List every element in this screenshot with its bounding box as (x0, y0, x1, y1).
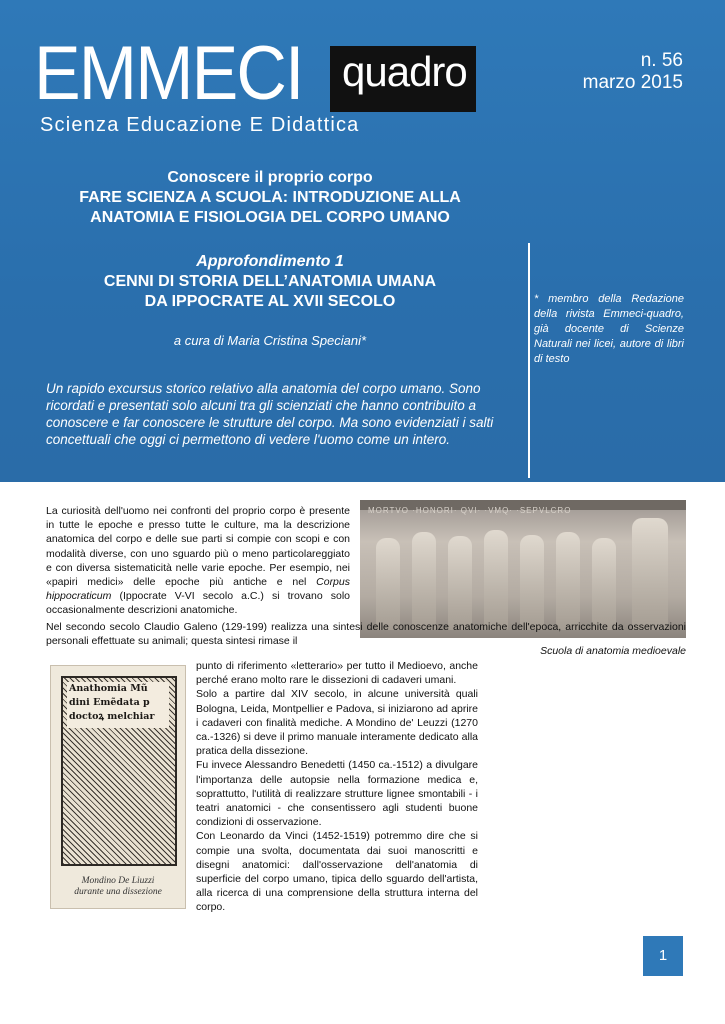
logo-quadro-text: quadro (342, 48, 467, 95)
relief-figure (520, 535, 544, 630)
figure-mondino-woodcut (50, 665, 186, 909)
banner-line: doctoꝝ melchiar (69, 711, 155, 722)
relief-figure (376, 538, 400, 630)
relief-figure (448, 536, 472, 630)
title-line-1: Conoscere il proprio corpo (167, 169, 373, 186)
caption-line: Mondino De Liuzzi (81, 876, 155, 886)
body-paragraph-2: Nel secondo secolo Claudio Galeno (129-199) realizza una sintesi delle conoscenze anatomiche dell'epoca, arricchite da osservazioni personali effettuate su animali; questa sintesi rimase il (46, 621, 686, 648)
figure-anatomy-school-relief (360, 500, 686, 638)
body-text: La curiosità dell'uomo nei confronti del proprio corpo è presente in tutte le epoche e presso tutte le culture, ma la descrizione anatomica del corpo e delle sue parti si compie con scopi e con modalità diverse, con uno sguardo più o meno particolareggiato e con diversa sistematicità nelle varie epoche. Per esempio, nei «papiri medici» delle epoche più antiche e nel (46, 505, 350, 589)
issue-info (583, 50, 683, 94)
subtitle-line-2: DA IPPOCRATE AL XVII SECOLO (144, 293, 396, 310)
subtitle-kicker: Approfondimento 1 (196, 253, 344, 270)
body-text: punto di riferimento «letterario» per tutto il Medioevo, anche perché erano molto rare le dissezioni di cadaveri umani. (196, 660, 478, 687)
body-paragraph-3 (196, 659, 478, 915)
body-paragraph-1 (46, 504, 350, 618)
magazine-logo: EMMECI (34, 31, 303, 116)
divider-line (528, 243, 530, 478)
body-text: Con Leonardo da Vinci (1452-1519) potremmo dire che si compie una svolta, documentata dai suoi manoscritti e disegni anatomici: dall'osservazione dell'anatomia di superficie del corpo umano, tipica dello sguardo dell'artista, alla ricerca di una comprensione della struttura interna del corpo. (196, 830, 478, 914)
body-text: (Ippocrate V-VI secolo a.C.) si trovano solo occasionalmente descrizioni anatomiche. (46, 590, 350, 617)
relief-figure (412, 532, 436, 630)
article-title (60, 168, 480, 228)
caption-line: durante una dissezione (74, 887, 162, 897)
page-number: 1 (643, 936, 683, 976)
figure-2-caption (51, 876, 185, 898)
issue-date: marzo 2015 (582, 72, 683, 93)
issue-number: n. 56 (640, 50, 683, 71)
cover-header (0, 0, 725, 482)
relief-figure (592, 538, 616, 630)
woodcut-image (61, 676, 177, 866)
relief-figure (632, 518, 668, 630)
logo-quadro-box (330, 46, 476, 112)
relief-figure (484, 530, 508, 630)
subtitle-line-1: CENNI DI STORIA DELL’ANATOMIA UMANA (103, 273, 437, 290)
magazine-subtitle: Scienza Educazione E Didattica (40, 114, 360, 136)
banner-line: Anathomia Mũ (69, 683, 148, 694)
figure-1-caption: Scuola di anatomia medioevale (540, 645, 686, 657)
author-footnote: * membro della Redazione della rivista Emmeci-quadro, già docente di Scienze Naturali nei licei, autore di libri di testo (534, 293, 684, 365)
article-subtitle (60, 252, 480, 312)
relief-figure (556, 532, 580, 630)
woodcut-banner (67, 682, 169, 728)
body-italic-term: Corpus hippocraticum (46, 576, 350, 603)
relief-inscription-band (360, 500, 686, 515)
body-text: Solo a partire dal XIV secolo, in alcune università quali Bologna, Leida, Montpellier e Padova, si iniziarono ad aprire i cadaveri con finalità mediche. A Mondino de' Leuzzi (1270 ca.-1326) si deve il primo manuale interamente dedicato alla pratica della dissezione. (196, 688, 478, 758)
article-abstract: Un rapido excursus storico relativo alla anatomia del corpo umano. Sono ricordati e presentati solo alcuni tra gli scienziati che hanno contribuito a conoscere e far conoscere le strutture del corpo. Ma sono evidenziati i salti concettuali che oggi ci permettono di vedere l'uomo come un intero. (46, 381, 494, 447)
title-line-3: ANATOMIA E FISIOLOGIA DEL CORPO UMANO (90, 209, 450, 226)
relief-inscription: MORTVO ·HONORI· QVI· ·VMQ· ·SEPVLCRO (368, 506, 572, 515)
body-text: Fu invece Alessandro Benedetti (1450 ca.-1512) a divulgare l'importanza delle autopsie nella formazione medica e, soprattutto, l'utilità di realizzare strutture lignee smontabili - i teatri anatomici - che consentissero agli studenti buone condizioni di osservazione. (196, 759, 478, 829)
author-credit: a cura di Maria Cristina Speciani* (173, 333, 367, 348)
banner-line: dini Emẽdata p (69, 697, 150, 708)
title-line-2: FARE SCIENZA A SCUOLA: INTRODUZIONE ALLA (79, 189, 461, 206)
